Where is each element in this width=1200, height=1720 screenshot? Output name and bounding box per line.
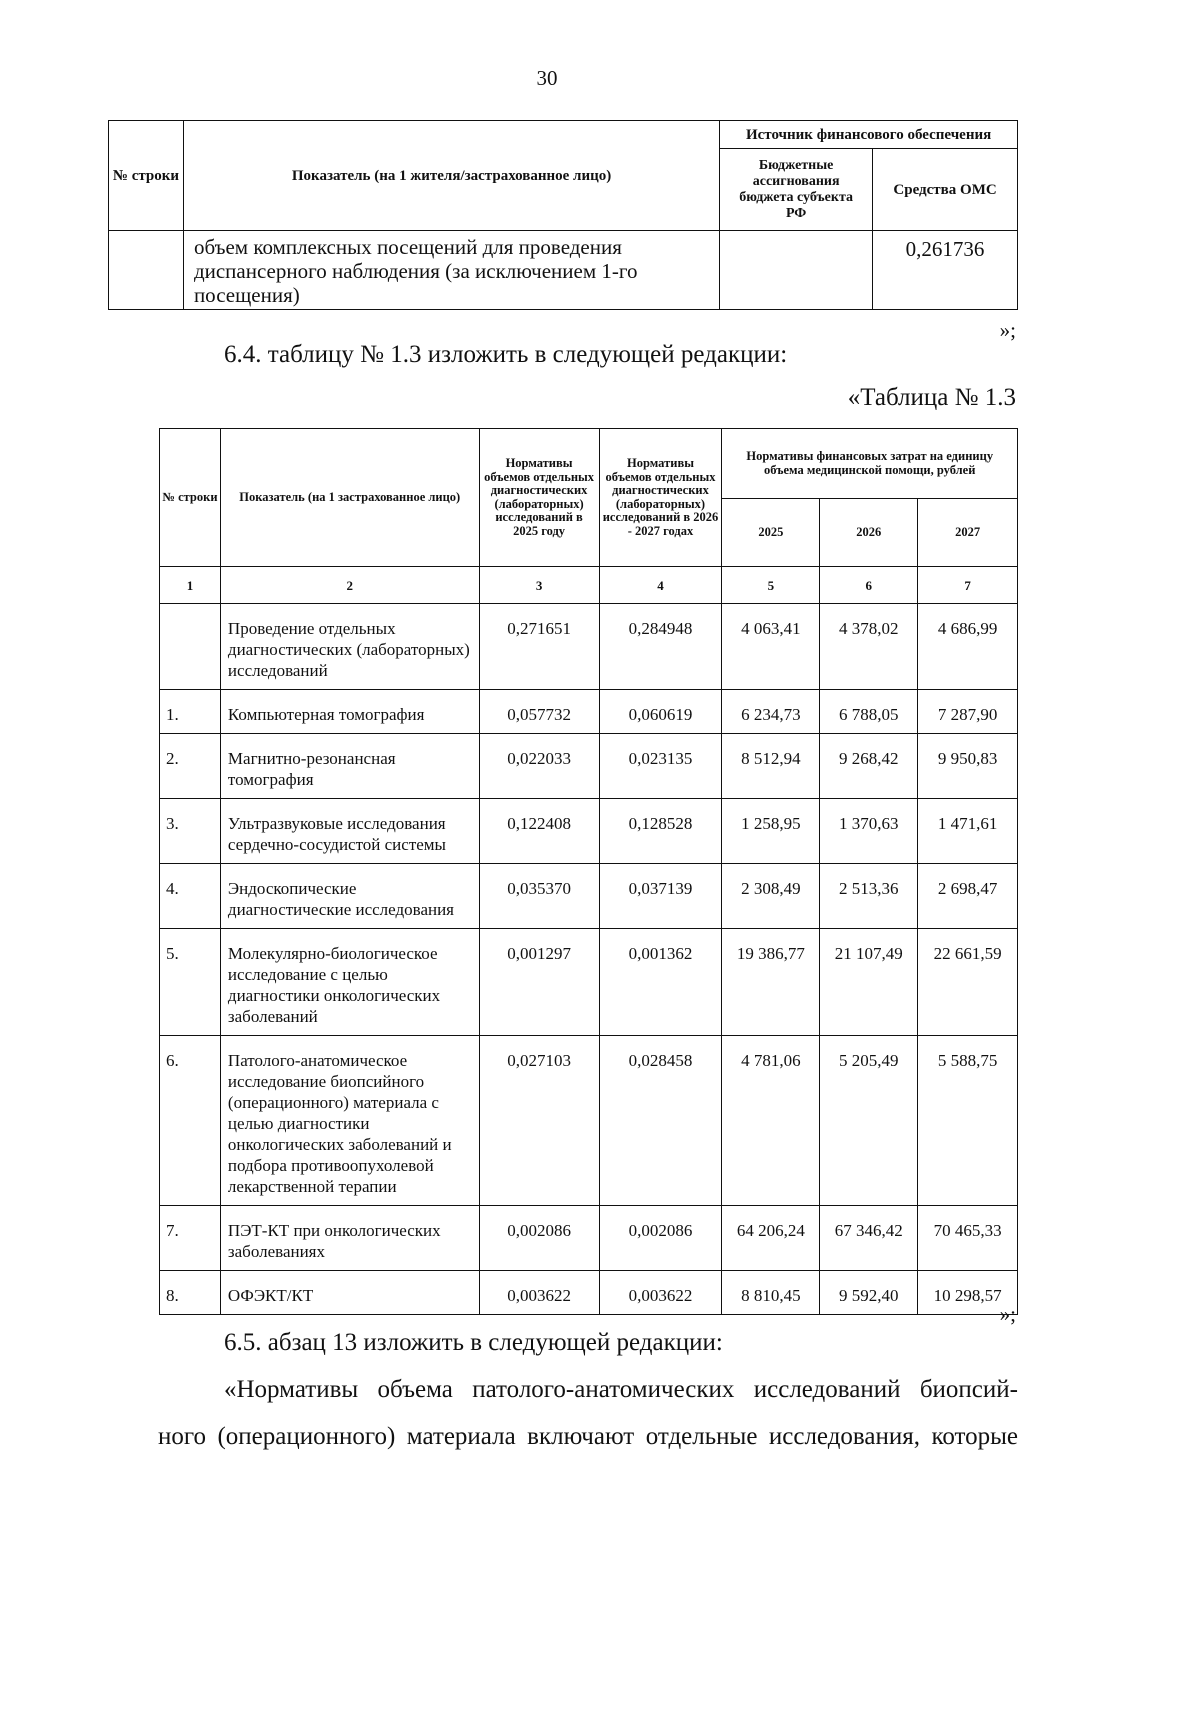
cost-2025: 1 258,95 bbox=[722, 799, 820, 864]
t2-col-index: 4 bbox=[599, 567, 722, 604]
row-number: 8. bbox=[160, 1271, 221, 1315]
cost-2025: 2 308,49 bbox=[722, 864, 820, 929]
row-number: 7. bbox=[160, 1206, 221, 1271]
row-indicator: ОФЭКТ/КТ bbox=[220, 1271, 479, 1315]
cost-2025: 6 234,73 bbox=[722, 690, 820, 734]
row-number: 4. bbox=[160, 864, 221, 929]
page-number: 30 bbox=[536, 66, 558, 90]
t2-col-index: 3 bbox=[479, 567, 599, 604]
cost-2026: 67 346,42 bbox=[820, 1206, 918, 1271]
table-row bbox=[160, 864, 1018, 929]
cost-2026: 1 370,63 bbox=[820, 799, 918, 864]
t1-header-row-no: № строки bbox=[109, 121, 184, 231]
table-row bbox=[160, 690, 1018, 734]
row-indicator: Проведение отдельных диагностических (лабораторных) исследований bbox=[220, 604, 479, 690]
volume-2026-2027: 0,128528 bbox=[599, 799, 722, 864]
cost-2027: 1 471,61 bbox=[918, 799, 1018, 864]
row-indicator: Патолого-анатомическое исследование биопсийного (операционного) материала с целью диагностики онкологических заболеваний и подбора противоопухолевой лекарственной терапии bbox=[220, 1036, 479, 1206]
row-number: 1. bbox=[160, 690, 221, 734]
cost-2027: 10 298,57 bbox=[918, 1271, 1018, 1315]
t2-index-row bbox=[160, 567, 1018, 604]
volume-2025: 0,022033 bbox=[479, 734, 599, 799]
t1-header-budget: Бюджетные ассигнования бюджета субъекта РФ bbox=[720, 149, 873, 231]
row-indicator: Молекулярно-биологическое исследование с целью диагностики онкологических заболеваний bbox=[220, 929, 479, 1036]
volume-2025: 0,001297 bbox=[479, 929, 599, 1036]
volume-2026-2027: 0,028458 bbox=[599, 1036, 722, 1206]
table-row bbox=[160, 799, 1018, 864]
row-number bbox=[160, 604, 221, 690]
cost-2027: 5 588,75 bbox=[918, 1036, 1018, 1206]
table-row bbox=[160, 929, 1018, 1036]
row-indicator: Эндоскопические диагностические исследования bbox=[220, 864, 479, 929]
t1-cell-indicator: объем комплексных посещений для проведения диспансерного наблюдения (за исключением 1-го посещения) bbox=[183, 231, 719, 310]
t2-header-indicator: Показатель (на 1 застрахованное лицо) bbox=[220, 429, 479, 567]
paragraph-6-4: 6.4. таблицу № 1.3 изложить в следующей редакции: bbox=[224, 341, 788, 368]
t2-header-fin-costs: Нормативы финансовых затрат на единицу объема медицинской помощи, рублей bbox=[722, 429, 1018, 499]
volume-2026-2027: 0,284948 bbox=[599, 604, 722, 690]
table-2-closing-quote: »; bbox=[999, 1302, 1016, 1326]
table-row bbox=[160, 1206, 1018, 1271]
volume-2026-2027: 0,003622 bbox=[599, 1271, 722, 1315]
cost-2025: 8 810,45 bbox=[722, 1271, 820, 1315]
volume-2025: 0,027103 bbox=[479, 1036, 599, 1206]
table-1 bbox=[108, 120, 1018, 310]
table-row bbox=[160, 734, 1018, 799]
volume-2026-2027: 0,002086 bbox=[599, 1206, 722, 1271]
t2-col-index: 7 bbox=[918, 567, 1018, 604]
cost-2026: 5 205,49 bbox=[820, 1036, 918, 1206]
cost-2025: 19 386,77 bbox=[722, 929, 820, 1036]
cost-2027: 7 287,90 bbox=[918, 690, 1018, 734]
cost-2026: 9 592,40 bbox=[820, 1271, 918, 1315]
paragraph-quote-line-1: «Нормативы объема патолого-анатомических исследований биопсий- bbox=[224, 1376, 1018, 1403]
volume-2025: 0,122408 bbox=[479, 799, 599, 864]
t1-cell-oms: 0,261736 bbox=[873, 231, 1018, 310]
volume-2026-2027: 0,023135 bbox=[599, 734, 722, 799]
row-number: 5. bbox=[160, 929, 221, 1036]
t2-col-index: 2 bbox=[220, 567, 479, 604]
t1-cell-budget bbox=[720, 231, 873, 310]
table-2 bbox=[159, 428, 1018, 1315]
cost-2027: 4 686,99 bbox=[918, 604, 1018, 690]
cost-2025: 4 781,06 bbox=[722, 1036, 820, 1206]
t2-header-norm-2026-2027: Нормативы объемов отдельных диагностических (лабораторных) исследований в 2026 - 2027 годах bbox=[599, 429, 722, 567]
t1-row bbox=[109, 231, 1018, 310]
volume-2026-2027: 0,060619 bbox=[599, 690, 722, 734]
cost-2027: 22 661,59 bbox=[918, 929, 1018, 1036]
table-row bbox=[160, 1271, 1018, 1315]
cost-2026: 9 268,42 bbox=[820, 734, 918, 799]
volume-2026-2027: 0,001362 bbox=[599, 929, 722, 1036]
t1-cell-row-no bbox=[109, 231, 184, 310]
row-indicator: ПЭТ-КТ при онкологических заболеваниях bbox=[220, 1206, 479, 1271]
row-indicator: Магнитно-резонансная томография bbox=[220, 734, 479, 799]
cost-2025: 64 206,24 bbox=[722, 1206, 820, 1271]
t2-col-index: 6 bbox=[820, 567, 918, 604]
t1-header-source: Источник финансового обеспечения bbox=[720, 121, 1018, 149]
cost-2027: 70 465,33 bbox=[918, 1206, 1018, 1271]
t2-header-year-2027: 2027 bbox=[918, 499, 1018, 567]
t1-header-oms: Средства ОМС bbox=[873, 149, 1018, 231]
t2-col-index: 1 bbox=[160, 567, 221, 604]
volume-2025: 0,271651 bbox=[479, 604, 599, 690]
t2-col-index: 5 bbox=[722, 567, 820, 604]
t2-header-year-2026: 2026 bbox=[820, 499, 918, 567]
t2-header-row-no: № строки bbox=[160, 429, 221, 567]
volume-2026-2027: 0,037139 bbox=[599, 864, 722, 929]
cost-2026: 2 513,36 bbox=[820, 864, 918, 929]
table-1-closing-quote: »; bbox=[999, 318, 1016, 342]
cost-2025: 4 063,41 bbox=[722, 604, 820, 690]
cost-2027: 9 950,83 bbox=[918, 734, 1018, 799]
cost-2027: 2 698,47 bbox=[918, 864, 1018, 929]
cost-2026: 4 378,02 bbox=[820, 604, 918, 690]
cost-2025: 8 512,94 bbox=[722, 734, 820, 799]
t1-header-indicator: Показатель (на 1 жителя/застрахованное лицо) bbox=[183, 121, 719, 231]
volume-2025: 0,035370 bbox=[479, 864, 599, 929]
row-number: 6. bbox=[160, 1036, 221, 1206]
table-row bbox=[160, 604, 1018, 690]
volume-2025: 0,003622 bbox=[479, 1271, 599, 1315]
paragraph-quote-line-2: ного (операционного) материала включают отдельные исследования, которые bbox=[158, 1423, 1018, 1450]
t2-header-norm-2025: Нормативы объемов отдельных диагностических (лабораторных) исследований в 2025 году bbox=[479, 429, 599, 567]
cost-2026: 21 107,49 bbox=[820, 929, 918, 1036]
cost-2026: 6 788,05 bbox=[820, 690, 918, 734]
volume-2025: 0,057732 bbox=[479, 690, 599, 734]
row-number: 2. bbox=[160, 734, 221, 799]
row-indicator: Ультразвуковые исследования сердечно-сосудистой системы bbox=[220, 799, 479, 864]
t2-header-year-2025: 2025 bbox=[722, 499, 820, 567]
paragraph-6-5: 6.5. абзац 13 изложить в следующей редакции: bbox=[224, 1329, 723, 1356]
volume-2025: 0,002086 bbox=[479, 1206, 599, 1271]
table-row bbox=[160, 1036, 1018, 1206]
row-number: 3. bbox=[160, 799, 221, 864]
row-indicator: Компьютерная томография bbox=[220, 690, 479, 734]
table-2-caption: «Таблица № 1.3 bbox=[847, 384, 1016, 411]
